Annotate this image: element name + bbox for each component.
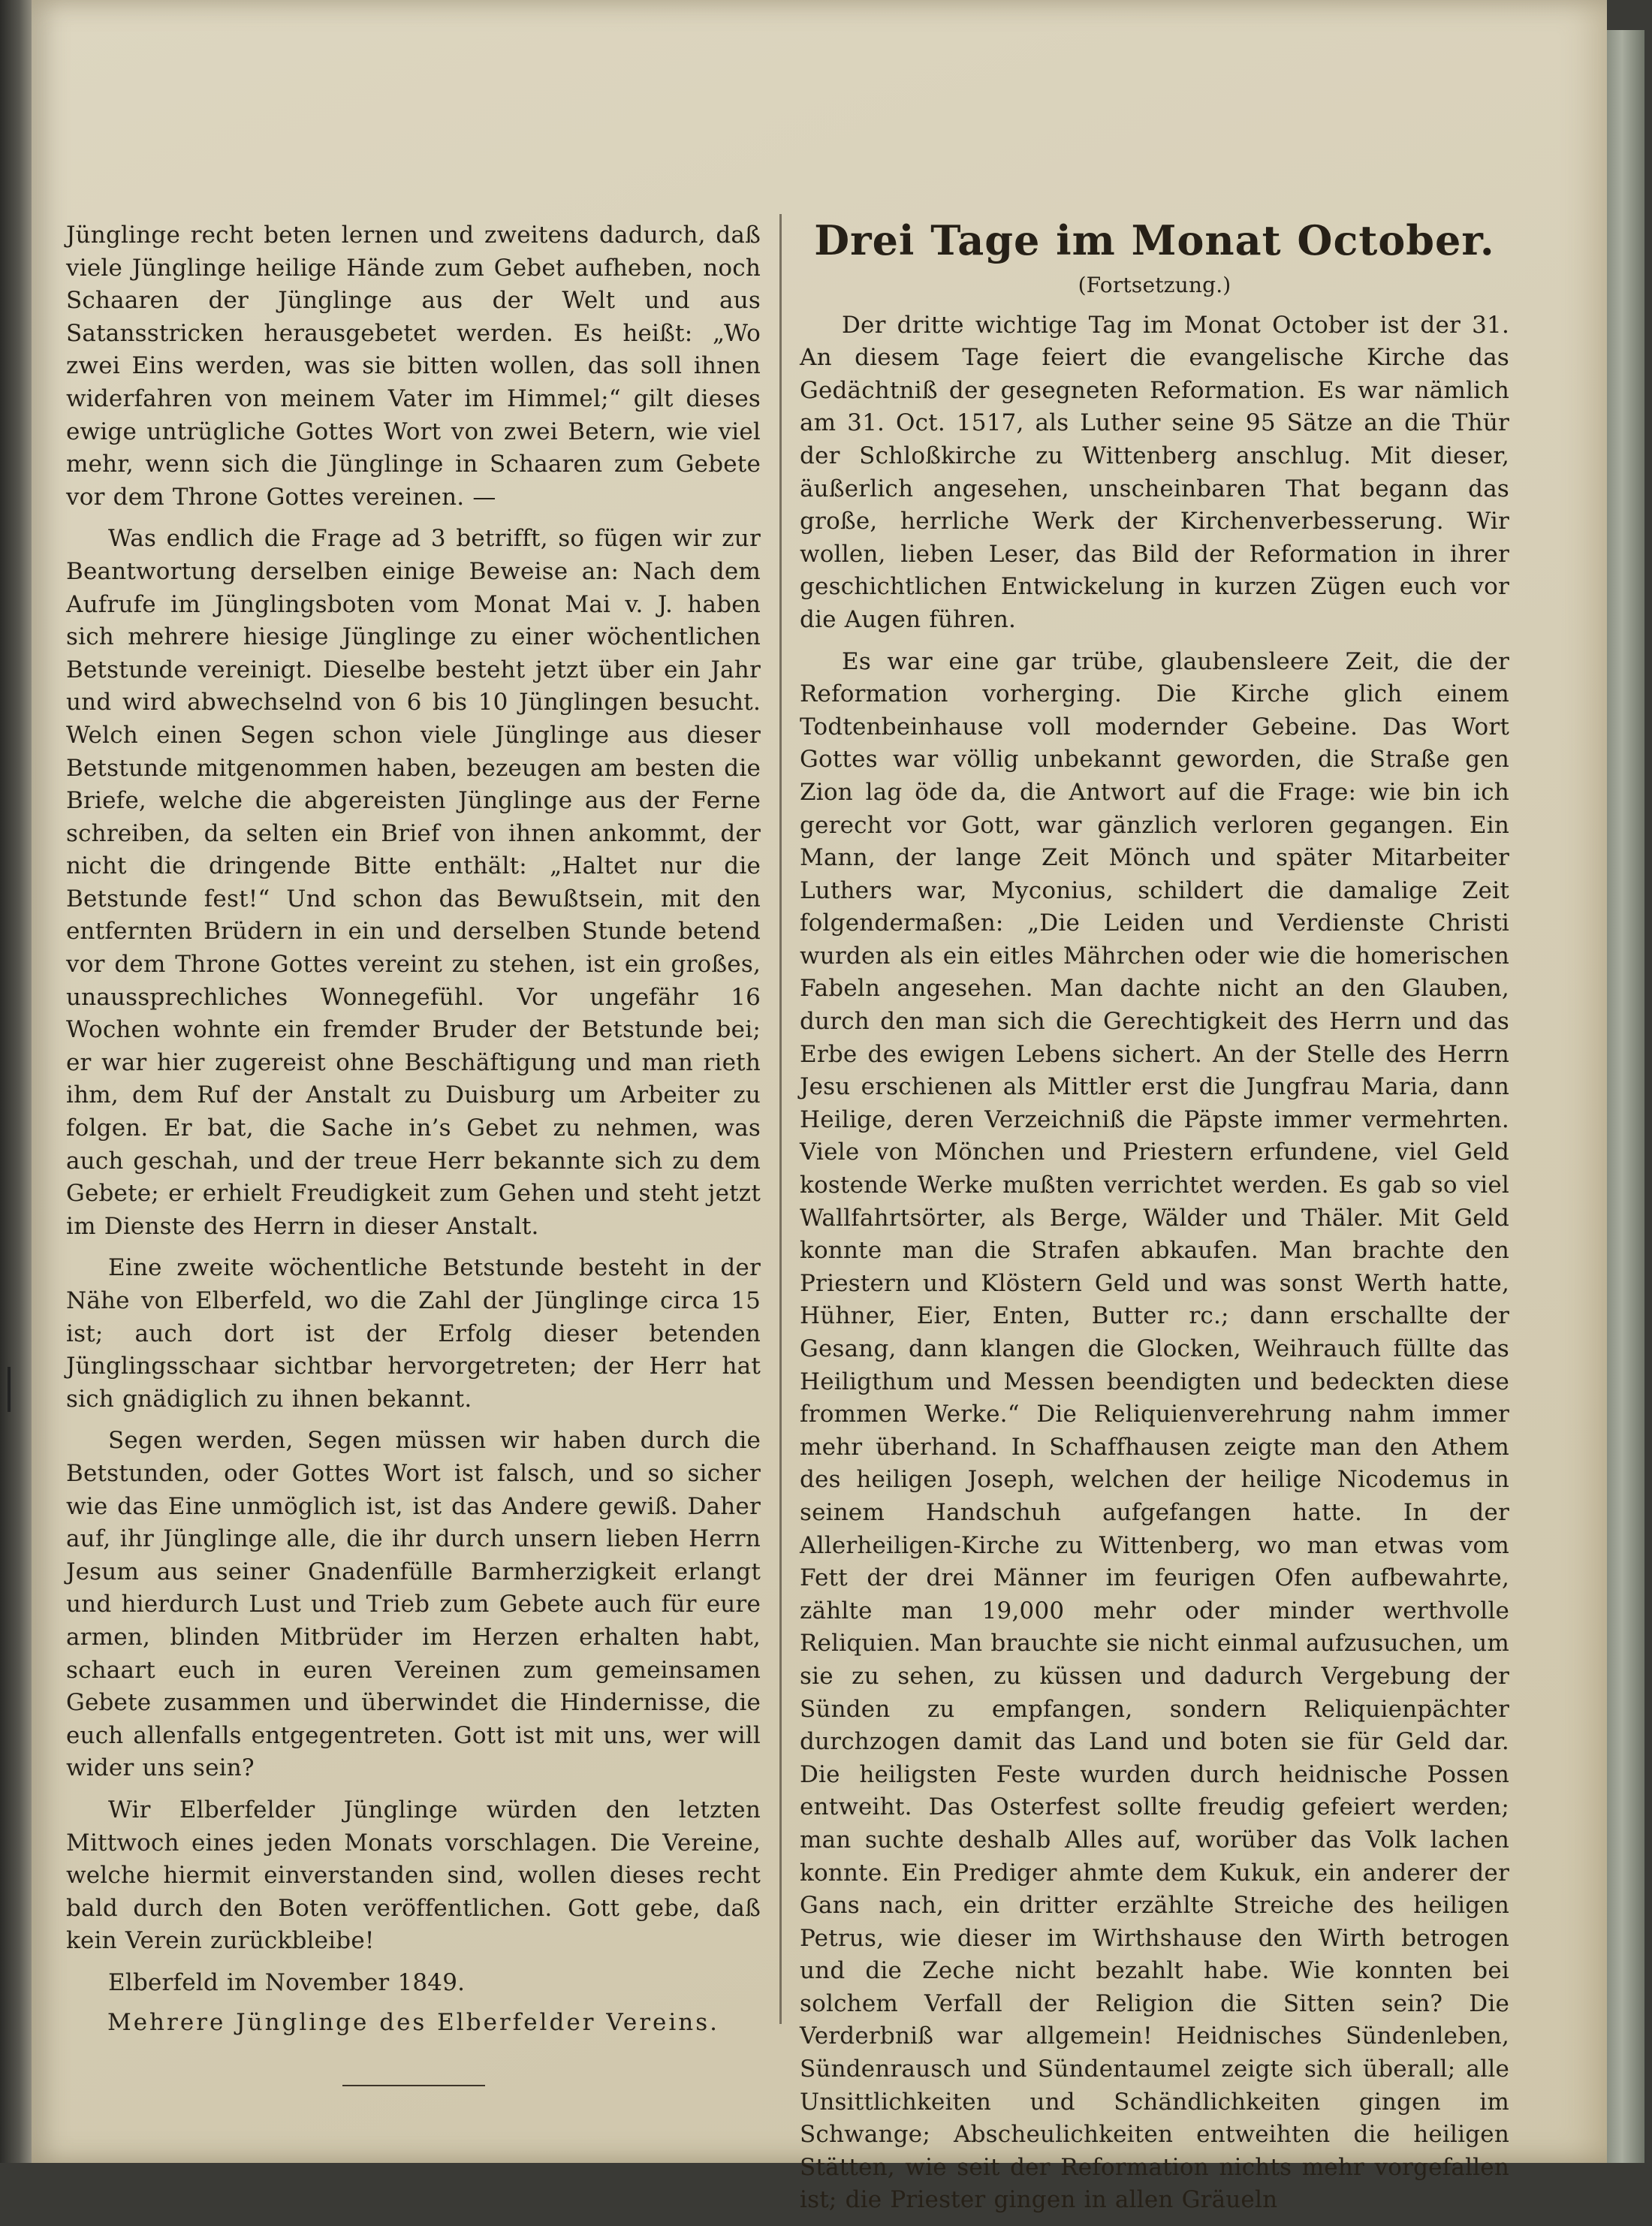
section-end-rule bbox=[342, 2085, 485, 2086]
book-binding-edge bbox=[0, 0, 32, 2163]
left-paragraph-4: Segen werden, Segen müssen wir haben durch die Betstunden, oder Gottes Wort ist falsch, und so sicher wie das Eine unmöglich ist, ist das Andere gewiß. Daher auf, ihr Jünglinge alle, die ihr durch unsern lieben Herrn Jesum aus seiner Gnadenfülle Barmherzigkeit erlangt und hierdurch Lust und Trieb zum Gebete auch für eure armen, blinden Mitbrüder im Herzen erhalten habt, schaart euch in euren Vereinen zum gemeinsamen Gebete zusammen und überwindet die Hindernisse, die euch allenfalls entgegentreten. Gott ist mit uns, wer will wider uns sein? bbox=[66, 1427, 761, 1782]
left-paragraph-3: Eine zweite wöchentliche Betstunde besteht in der Nähe von Elberfeld, wo die Zahl der Jünglinge circa 15 ist; auch dort ist der Erfolg dieser betenden Jünglingsschaar sichtbar hervorgetreten; der Herr hat sich gnädiglich zu ihnen bekannt. bbox=[66, 1254, 761, 1413]
left-paragraph-1: Jünglinge recht beten lernen und zweitens dadurch, daß viele Jünglinge heilige Hände zum Gebet aufheben, noch Schaaren der Jünglinge aus der Welt und aus Satansstricken herausgebetet werden. Es heißt: „Wo zwei Eins werden, was sie bitten wollen, das soll ihnen widerfahren von meinem Vater im Himmel;“ gilt dieses ewige untrügliche Gottes Wort von zwei Betern, wie viel mehr, wenn sich die Jünglinge in Schaaren zum Gebete vor dem Throne Gottes vereinen. — bbox=[66, 222, 761, 511]
left-column bbox=[66, 219, 761, 2086]
left-paragraph-2: Was endlich die Frage ad 3 betrifft, so fügen wir zur Beantwortung derselben einige Beweise an: Nach dem Aufrufe im Jünglingsboten vom Monat Mai v. J. haben sich mehrere hiesige Jünglinge zu einer wöchentlichen Betstunde vereinigt. Dieselbe besteht jetzt über ein Jahr und wird abwechselnd von 6 bis 10 Jünglingen besucht. Welch einen Segen schon viele Jünglinge aus dieser Betstunde mitgenommen haben, bezeugen am besten die Briefe, welche die abgereisten Jünglinge aus der Ferne schreiben, da selten ein Brief von ihnen ankommt, der nicht die dringende Bitte enthält: „Haltet nur die Betstunde fest!“ Und schon das Bewußtsein, mit den entfernten Brüdern in ein und derselben Stunde betend vor dem Throne Gottes vereint zu stehen, ist ein großes, unaussprechliches Wonnegefühl. Vor ungefähr 16 Wochen wohnte ein fremder Bruder der Betstunde bei; er war hier zugereist ohne Beschäftigung und man rieth ihm, dem Ruf der Anstalt zu Duisburg um Arbeiter zu folgen. Er bat, die Sache in’s Gebet zu nehmen, was auch geschah, und der treue Herr bekannte sich zu dem Gebete; er erhielt Freudigkeit zum Gehen und steht jetzt im Dienste des Herrn in dieser Anstalt. bbox=[66, 525, 761, 1240]
right-paragraph-2: Es war eine gar trübe, glaubensleere Zeit, die der Reformation vorherging. Die Kirche glich einem Todtenbeinhause voll modernder Gebeine. Das Wort Gottes war völlig unbekannt geworden, die Straße gen Zion lag öde da, die Antwort auf die Frage: wie bin ich gerecht vor Gott, war gänzlich verloren gegangen. Ein Mann, der lange Zeit Mönch und später Mitarbeiter Luthers war, Myconius, schildert die damalige Zeit folgendermaßen: „Die Leiden und Verdienste Christi wurden als ein eitles Mährchen oder wie die homerischen Fabeln angesehen. Man dachte nicht an den Glauben, durch den man sich die Gerechtigkeit des Herrn und das Erbe des ewigen Lebens sichert. An der Stelle des Herrn Jesu erschienen als Mittler erst die Jungfrau Maria, dann Heilige, deren Verzeichniß die Päpste immer vermehrten. Viele von Mönchen und Priestern erfundene, viel Geld kostende Werke mußten verrichtet werden. Es gab so viel Wallfahrtsörter, als Berge, Wälder und Thäler. Mit Geld konnte man die Strafen abkaufen. Man brachte den Priestern und Klöstern Geld und was sonst Werth hatte, Hühner, Eier, Enten, Butter rc.; dann erschallte der Gesang, dann klangen die Glocken, Weihrauch füllte das Heiligthum und Messen beendigten und bedeckten diese frommen Werke.“ Die Reliquienverehrung nahm immer mehr überhand. In Schaffhausen zeigte man den Athem des heiligen Joseph, welchen der heilige Nicodemus in seinem Handschuh aufgefangen hatte. In der Allerheiligen-Kirche zu Wittenberg, wo man etwas vom Fett der drei Männer im feurigen Ofen aufbewahrte, zählte man 19,000 mehr oder minder werthvolle Reliquien. Man brauchte sie nicht einmal aufzusuchen, um sie zu sehen, zu küssen und dadurch Vergebung der Sünden zu empfangen, sondern Reliquienpächter durchzogen damit das Land und boten sie für Geld dar. Die heiligsten Feste wurden durch heidnische Possen entweiht. Das Osterfest sollte freudig gefeiert werden; man suchte deshalb Alles auf, worüber das Volk lachen konnte. Ein Prediger ahmte dem Kukuk, ein anderer der Gans nach, ein dritter erzählte Streiche des heiligen Petrus, wie dieser im Wirthshause den Wirth betrogen und die Zeche nicht bezahlt habe. Wie konnten bei solchem Verfall der Religion die Sitten sein? Die Verderbniß war allgemein! Heidnisches Sündenleben, Sündenrausch und Sündentaumel zeigte sich überall; alle Unsittlichkeiten und Schändlichkeiten gingen im Schwange; Abscheulichkeiten entweihten die heiligen Stätten, wie seit der Reformation nichts mehr vorgefallen ist; die Priester gingen in allen Gräueln bbox=[800, 647, 1509, 2214]
right-column bbox=[800, 218, 1509, 2226]
place-date: Elberfeld im November 1849. bbox=[108, 1968, 466, 1996]
left-paragraph-5: Wir Elberfelder Jünglinge würden den letzten Mittwoch eines jeden Monats vorschlagen. Die Vereine, welche hiermit einverstanden sind, wollen dieses recht bald durch den Boten veröffentlichen. Gott gebe, daß kein Verein zurückbleibe! bbox=[66, 1796, 761, 1955]
signature: Mehrere Jünglinge des Elberfelder Vereins. bbox=[107, 2009, 720, 2037]
right-paragraph-1: Der dritte wichtige Tag im Monat October ist der 31. An diesem Tage feiert die evangelische Kirche das Gedächtniß der gesegneten Reformation. Es war nämlich am 31. Oct. 1517, als Luther seine 95 Sätze an die Thür der Schloßkirche zu Wittenberg anschlug. Mit dieser, äußerlich angesehen, unscheinbaren That begann das große, herrliche Werk der Kirchenverbesserung. Wir wollen, lieben Leser, das Bild der Reformation in ihrer geschichtlichen Entwickelung in kurzen Zügen euch vor die Augen führen. bbox=[800, 311, 1509, 633]
column-divider bbox=[779, 214, 782, 2024]
article-subtitle: (Fortsetzung.) bbox=[1078, 273, 1231, 297]
right-page-edge bbox=[1607, 30, 1644, 2163]
margin-mark bbox=[8, 1367, 11, 1412]
article-title: Drei Tage im Monat October. bbox=[814, 216, 1495, 264]
